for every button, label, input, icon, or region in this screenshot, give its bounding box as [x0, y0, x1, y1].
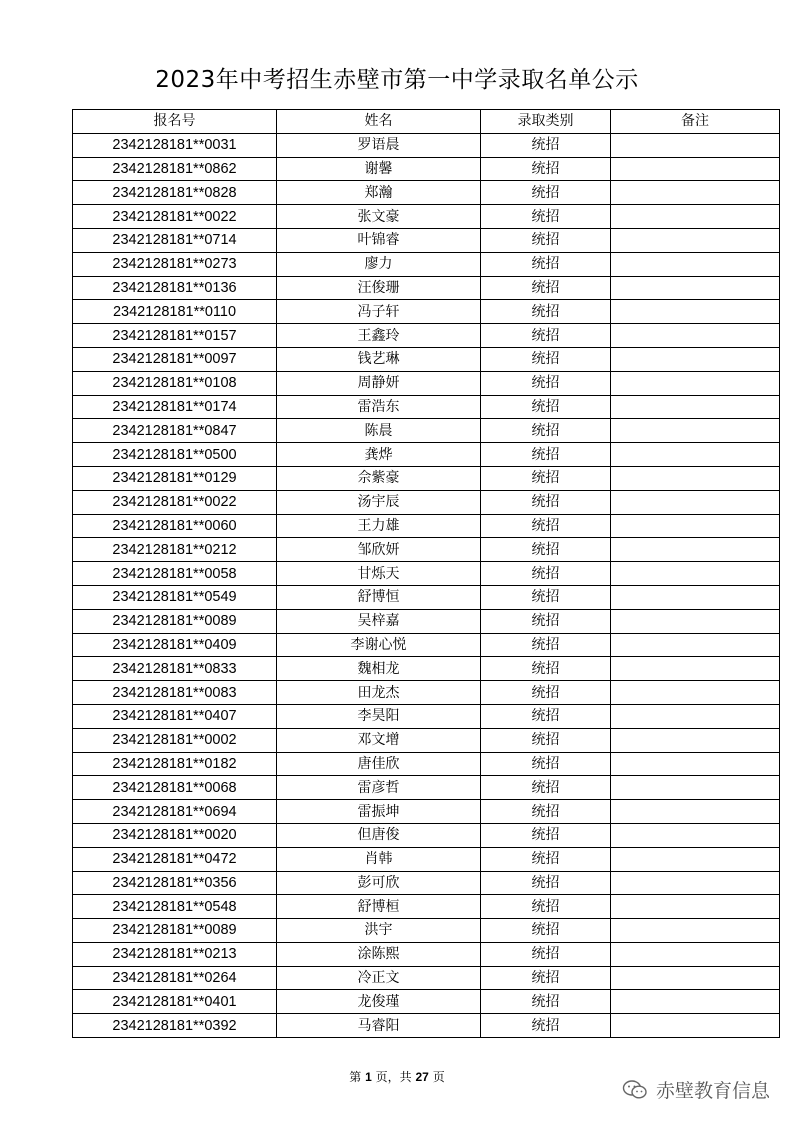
cell-name: 王鑫玲	[277, 324, 481, 348]
cell-remarks	[611, 300, 780, 324]
cell-registration-number: 2342128181**0083	[73, 681, 277, 705]
cell-registration-number: 2342128181**0847	[73, 419, 277, 443]
table-row	[73, 324, 780, 348]
cell-remarks	[611, 490, 780, 514]
cell-registration-number: 2342128181**0213	[73, 942, 277, 966]
table-header-row	[73, 110, 780, 134]
cell-admission-category: 统招	[481, 966, 611, 990]
cell-registration-number: 2342128181**0694	[73, 800, 277, 824]
cell-registration-number: 2342128181**0174	[73, 395, 277, 419]
cell-name: 吴梓嘉	[277, 609, 481, 633]
table-row	[73, 300, 780, 324]
cell-name: 雷振坤	[277, 800, 481, 824]
header-registration-number: 报名号	[73, 110, 277, 134]
table-row	[73, 657, 780, 681]
cell-admission-category: 统招	[481, 919, 611, 943]
header-name: 姓名	[277, 110, 481, 134]
cell-name: 廖力	[277, 252, 481, 276]
cell-admission-category: 统招	[481, 538, 611, 562]
cell-registration-number: 2342128181**0828	[73, 181, 277, 205]
table-row	[73, 133, 780, 157]
table-row	[73, 585, 780, 609]
cell-remarks	[611, 919, 780, 943]
table-row	[73, 704, 780, 728]
footer-prefix: 第	[349, 1070, 362, 1084]
cell-registration-number: 2342128181**0212	[73, 538, 277, 562]
header-remarks: 备注	[611, 110, 780, 134]
cell-remarks	[611, 181, 780, 205]
cell-registration-number: 2342128181**0356	[73, 871, 277, 895]
cell-admission-category: 统招	[481, 490, 611, 514]
cell-registration-number: 2342128181**0401	[73, 990, 277, 1014]
cell-name: 周静妍	[277, 371, 481, 395]
cell-registration-number: 2342128181**0089	[73, 609, 277, 633]
cell-admission-category: 统招	[481, 252, 611, 276]
watermark-text: 赤壁教育信息	[656, 1080, 771, 1102]
cell-remarks	[611, 443, 780, 467]
cell-admission-category: 统招	[481, 752, 611, 776]
cell-remarks	[611, 752, 780, 776]
table-row	[73, 752, 780, 776]
cell-registration-number: 2342128181**0097	[73, 347, 277, 371]
cell-admission-category: 统招	[481, 585, 611, 609]
cell-name: 田龙杰	[277, 681, 481, 705]
cell-registration-number: 2342128181**0129	[73, 466, 277, 490]
cell-name: 魏相龙	[277, 657, 481, 681]
cell-remarks	[611, 252, 780, 276]
cell-admission-category: 统招	[481, 847, 611, 871]
cell-admission-category: 统招	[481, 776, 611, 800]
cell-registration-number: 2342128181**0157	[73, 324, 277, 348]
cell-name: 马睿阳	[277, 1014, 481, 1038]
cell-admission-category: 统招	[481, 562, 611, 586]
cell-name: 郑瀚	[277, 181, 481, 205]
cell-admission-category: 统招	[481, 871, 611, 895]
cell-remarks	[611, 847, 780, 871]
cell-name: 钱艺琳	[277, 347, 481, 371]
table-row	[73, 181, 780, 205]
table-row	[73, 395, 780, 419]
cell-name: 汪俊珊	[277, 276, 481, 300]
cell-admission-category: 统招	[481, 133, 611, 157]
cell-remarks	[611, 276, 780, 300]
cell-name: 甘烁天	[277, 562, 481, 586]
table-row	[73, 990, 780, 1014]
cell-name: 谢馨	[277, 157, 481, 181]
table-row	[73, 847, 780, 871]
cell-admission-category: 统招	[481, 205, 611, 229]
cell-remarks	[611, 205, 780, 229]
cell-registration-number: 2342128181**0472	[73, 847, 277, 871]
cell-admission-category: 统招	[481, 157, 611, 181]
cell-admission-category: 统招	[481, 443, 611, 467]
cell-admission-category: 统招	[481, 1014, 611, 1038]
cell-admission-category: 统招	[481, 228, 611, 252]
cell-name: 舒博恒	[277, 585, 481, 609]
table-row	[73, 252, 780, 276]
page-title: 2023年中考招生赤壁市第一中学录取名单公示	[155, 67, 639, 93]
cell-registration-number: 2342128181**0833	[73, 657, 277, 681]
table-row	[73, 205, 780, 229]
cell-remarks	[611, 1014, 780, 1038]
cell-admission-category: 统招	[481, 704, 611, 728]
cell-name: 唐佳欣	[277, 752, 481, 776]
cell-admission-category: 统招	[481, 276, 611, 300]
cell-registration-number: 2342128181**0273	[73, 252, 277, 276]
cell-name: 汤宇辰	[277, 490, 481, 514]
cell-registration-number: 2342128181**0002	[73, 728, 277, 752]
cell-admission-category: 统招	[481, 800, 611, 824]
table-row	[73, 681, 780, 705]
cell-registration-number: 2342128181**0714	[73, 228, 277, 252]
cell-remarks	[611, 538, 780, 562]
wechat-official-account-icon	[622, 1079, 648, 1101]
table-row	[73, 538, 780, 562]
cell-admission-category: 统招	[481, 419, 611, 443]
table-row	[73, 562, 780, 586]
cell-admission-category: 统招	[481, 681, 611, 705]
cell-name: 龚烨	[277, 443, 481, 467]
table-row	[73, 942, 780, 966]
cell-name: 叶锦睿	[277, 228, 481, 252]
cell-admission-category: 统招	[481, 181, 611, 205]
cell-admission-category: 统招	[481, 466, 611, 490]
footer-mid: 页，共	[375, 1070, 412, 1084]
table-row	[73, 1014, 780, 1038]
cell-name: 彭可欣	[277, 871, 481, 895]
cell-registration-number: 2342128181**0020	[73, 823, 277, 847]
cell-remarks	[611, 419, 780, 443]
cell-admission-category: 统招	[481, 942, 611, 966]
table-row	[73, 490, 780, 514]
cell-registration-number: 2342128181**0182	[73, 752, 277, 776]
cell-remarks	[611, 395, 780, 419]
cell-registration-number: 2342128181**0089	[73, 919, 277, 943]
cell-remarks	[611, 633, 780, 657]
table-row	[73, 228, 780, 252]
cell-name: 冷正文	[277, 966, 481, 990]
cell-admission-category: 统招	[481, 514, 611, 538]
cell-remarks	[611, 990, 780, 1014]
cell-remarks	[611, 942, 780, 966]
cell-registration-number: 2342128181**0022	[73, 205, 277, 229]
table-row	[73, 871, 780, 895]
cell-name: 邹欣妍	[277, 538, 481, 562]
table-row	[73, 157, 780, 181]
cell-registration-number: 2342128181**0548	[73, 895, 277, 919]
cell-name: 张文豪	[277, 205, 481, 229]
table-row	[73, 466, 780, 490]
cell-registration-number: 2342128181**0549	[73, 585, 277, 609]
table-row	[73, 347, 780, 371]
footer-page-number: 1	[365, 1070, 372, 1084]
cell-registration-number: 2342128181**0031	[73, 133, 277, 157]
cell-remarks	[611, 728, 780, 752]
cell-name: 邓文增	[277, 728, 481, 752]
cell-remarks	[611, 347, 780, 371]
cell-remarks	[611, 895, 780, 919]
cell-remarks	[611, 871, 780, 895]
cell-remarks	[611, 776, 780, 800]
cell-remarks	[611, 966, 780, 990]
cell-remarks	[611, 228, 780, 252]
cell-registration-number: 2342128181**0068	[73, 776, 277, 800]
table-row	[73, 776, 780, 800]
cell-name: 王力雄	[277, 514, 481, 538]
cell-registration-number: 2342128181**0110	[73, 300, 277, 324]
cell-name: 涂陈熙	[277, 942, 481, 966]
cell-remarks	[611, 157, 780, 181]
table-body	[73, 133, 780, 1037]
cell-admission-category: 统招	[481, 300, 611, 324]
cell-name: 舒博桓	[277, 895, 481, 919]
cell-admission-category: 统招	[481, 633, 611, 657]
cell-admission-category: 统招	[481, 395, 611, 419]
cell-remarks	[611, 657, 780, 681]
cell-registration-number: 2342128181**0392	[73, 1014, 277, 1038]
table-row	[73, 419, 780, 443]
cell-remarks	[611, 800, 780, 824]
cell-remarks	[611, 823, 780, 847]
cell-admission-category: 统招	[481, 728, 611, 752]
cell-admission-category: 统招	[481, 895, 611, 919]
cell-name: 李谢心悦	[277, 633, 481, 657]
cell-registration-number: 2342128181**0407	[73, 704, 277, 728]
cell-remarks	[611, 371, 780, 395]
watermark	[622, 1076, 770, 1103]
cell-admission-category: 统招	[481, 823, 611, 847]
table-row	[73, 728, 780, 752]
cell-name: 肖韩	[277, 847, 481, 871]
admission-list-table	[72, 109, 780, 1038]
table-row	[73, 276, 780, 300]
cell-registration-number: 2342128181**0108	[73, 371, 277, 395]
cell-registration-number: 2342128181**0862	[73, 157, 277, 181]
cell-registration-number: 2342128181**0409	[73, 633, 277, 657]
cell-admission-category: 统招	[481, 371, 611, 395]
table-row	[73, 919, 780, 943]
table-row	[73, 800, 780, 824]
footer-total-pages: 27	[415, 1070, 429, 1084]
cell-remarks	[611, 681, 780, 705]
table-row	[73, 966, 780, 990]
cell-remarks	[611, 562, 780, 586]
cell-admission-category: 统招	[481, 657, 611, 681]
cell-name: 冯子轩	[277, 300, 481, 324]
table-row	[73, 895, 780, 919]
cell-registration-number: 2342128181**0060	[73, 514, 277, 538]
cell-remarks	[611, 585, 780, 609]
cell-registration-number: 2342128181**0500	[73, 443, 277, 467]
cell-registration-number: 2342128181**0136	[73, 276, 277, 300]
footer-suffix: 页	[432, 1070, 445, 1084]
table-row	[73, 823, 780, 847]
table-row	[73, 609, 780, 633]
table-row	[73, 514, 780, 538]
cell-admission-category: 统招	[481, 347, 611, 371]
cell-registration-number: 2342128181**0022	[73, 490, 277, 514]
cell-registration-number: 2342128181**0058	[73, 562, 277, 586]
cell-name: 雷浩东	[277, 395, 481, 419]
cell-registration-number: 2342128181**0264	[73, 966, 277, 990]
table-row	[73, 443, 780, 467]
cell-name: 佘紫豪	[277, 466, 481, 490]
table-row	[73, 633, 780, 657]
cell-name: 但唐俊	[277, 823, 481, 847]
cell-remarks	[611, 609, 780, 633]
cell-name: 雷彦哲	[277, 776, 481, 800]
cell-remarks	[611, 324, 780, 348]
cell-name: 龙俊瑾	[277, 990, 481, 1014]
cell-name: 李昊阳	[277, 704, 481, 728]
cell-name: 陈晨	[277, 419, 481, 443]
cell-admission-category: 统招	[481, 990, 611, 1014]
cell-remarks	[611, 466, 780, 490]
cell-admission-category: 统招	[481, 609, 611, 633]
header-admission-category: 录取类别	[481, 110, 611, 134]
cell-remarks	[611, 704, 780, 728]
cell-name: 罗语晨	[277, 133, 481, 157]
cell-name: 洪宇	[277, 919, 481, 943]
cell-remarks	[611, 133, 780, 157]
cell-remarks	[611, 514, 780, 538]
cell-admission-category: 统招	[481, 324, 611, 348]
table-row	[73, 371, 780, 395]
